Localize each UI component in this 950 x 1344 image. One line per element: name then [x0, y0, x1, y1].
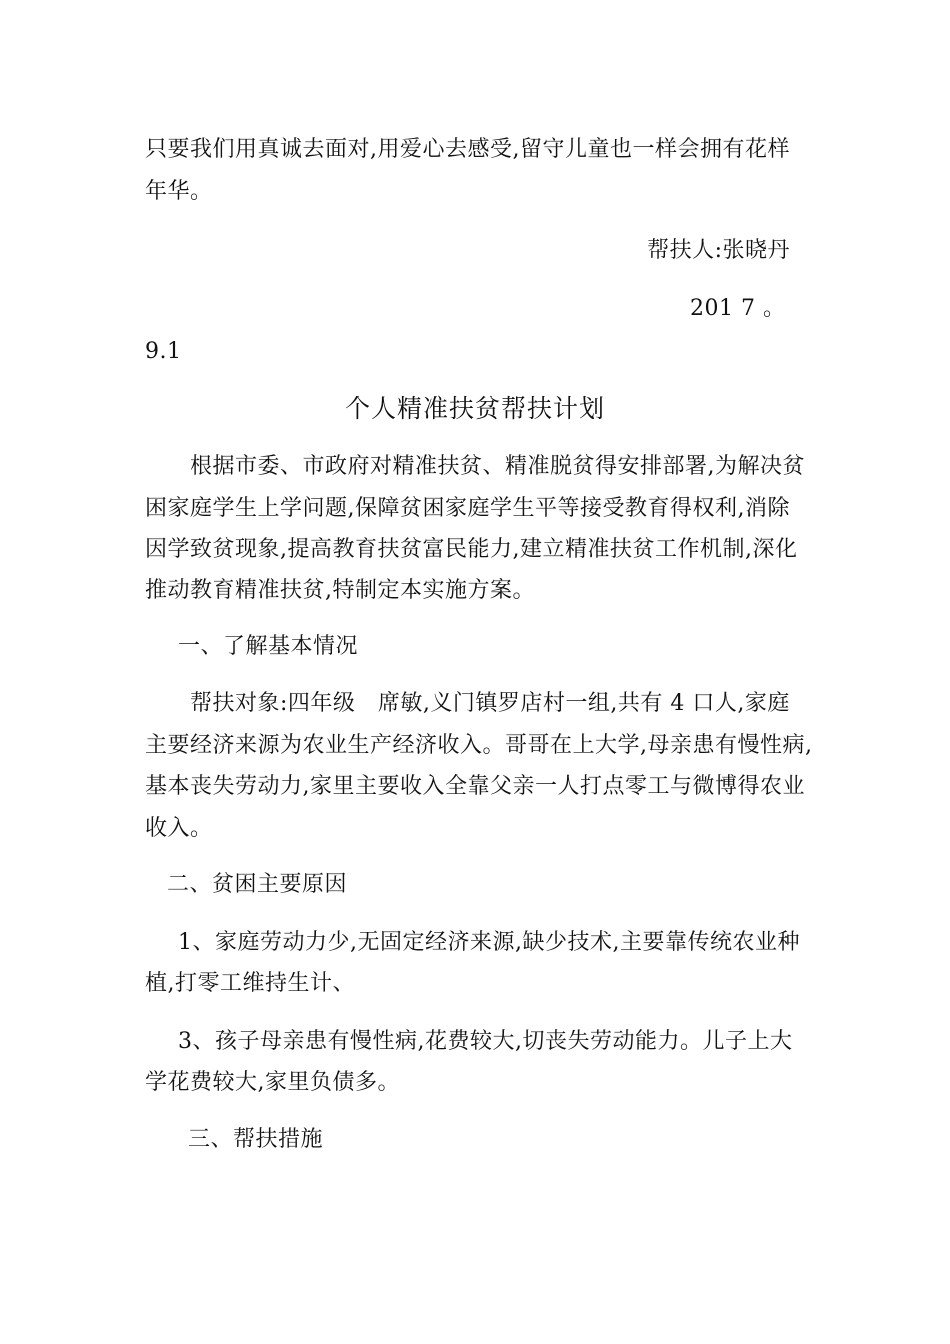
section2-heading: 二、贫困主要原因 — [167, 872, 348, 897]
section1-line-1: 帮扶对象:四年级 席敏,义门镇罗店村一组,共有 4 口人,家庭 — [190, 691, 790, 716]
closing-paragraph-line-2: 年华。 — [145, 179, 213, 204]
section1-heading: 一、了解基本情况 — [178, 634, 359, 659]
section1-line-2: 主要经济来源为农业生产经济收入。哥哥在上大学,母亲患有慢性病, — [145, 733, 813, 758]
page-title: 个人精准扶贫帮扶计划 — [344, 394, 605, 423]
helper-signature: 帮扶人:张晓丹 — [647, 238, 790, 263]
intro-line-4: 推动教育精准扶贫,特制定本实施方案。 — [145, 578, 535, 603]
reason1-line-1: 1、家庭劳动力少,无固定经济来源,缺少技术,主要靠传统农业种 — [178, 930, 800, 955]
intro-line-3: 因学致贫现象,提高教育扶贫富民能力,建立精准扶贫工作机制,深化 — [145, 537, 798, 562]
intro-line-2: 困家庭学生上学问题,保障贫困家庭学生平等接受教育得权利,消除 — [145, 496, 790, 521]
section3-heading: 三、帮扶措施 — [188, 1127, 324, 1152]
closing-paragraph-line-1: 只要我们用真诚去面对,用爱心去感受,留守儿童也一样会拥有花样 — [145, 137, 790, 162]
reason3-line-2: 学花费较大,家里负债多。 — [145, 1070, 400, 1095]
reason1-line-2: 植,打零工维持生计、 — [145, 971, 355, 996]
reason3-line-1: 3、孩子母亲患有慢性病,花费较大,切丧失劳动能力。儿子上大 — [178, 1029, 793, 1054]
intro-line-1: 根据市委、市政府对精准扶贫、精准脱贫得安排部署,为解决贫 — [190, 454, 805, 479]
section1-line-4: 收入。 — [145, 816, 213, 841]
section1-line-3: 基本丧失劳动力,家里主要收入全靠父亲一人打点零工与微博得农业 — [145, 774, 805, 799]
date-line-1: 201 7 。 — [690, 296, 786, 321]
date-line-2: 9.1 — [145, 339, 182, 364]
